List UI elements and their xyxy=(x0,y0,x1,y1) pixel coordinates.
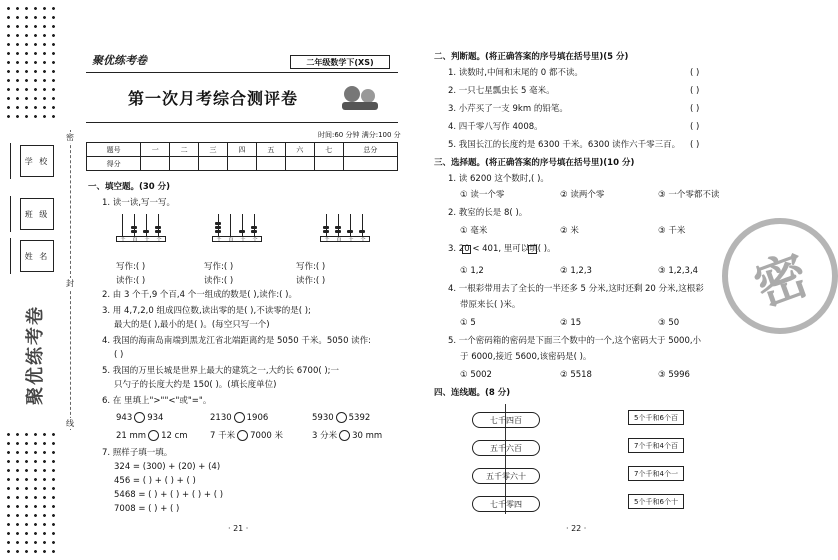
abacus-3: 千 百 十 个 xyxy=(320,214,370,242)
secret-stamp: 密 xyxy=(722,218,838,334)
choice-3: 3. 20 < 401, 里可以填( )。 xyxy=(448,244,556,254)
choice-4b: 带原来长( )米。 xyxy=(460,300,521,310)
choice-option[interactable]: ③ 5996 xyxy=(658,370,690,380)
blank-square[interactable] xyxy=(462,245,471,254)
match-left-item[interactable]: 五千零六十 xyxy=(472,468,540,484)
class-field-line xyxy=(10,196,11,232)
abacus-3-read[interactable]: 读作:( ) xyxy=(296,276,326,286)
score-cell: 得分 xyxy=(87,157,141,171)
choice-2: 2. 教室的长是 8( )。 xyxy=(448,208,528,218)
choice-option[interactable]: ③ 千米 xyxy=(658,226,686,236)
section-3-title: 三、选择题。(将正确答案的序号填在括号里)(10 分) xyxy=(434,158,635,168)
score-cell: 题号 xyxy=(87,143,141,157)
choice-option[interactable]: ② 5518 xyxy=(560,370,592,380)
question-6: 6. 在 里填上">""<"或"="。 xyxy=(102,396,212,406)
name-field-label: 姓 名 xyxy=(20,240,54,272)
score-value-row xyxy=(87,157,398,171)
compare-circle[interactable] xyxy=(339,430,350,441)
question-1: 1. 读一读,写一写。 xyxy=(102,198,176,208)
class-field-label: 班 级 xyxy=(20,198,54,230)
score-header-row xyxy=(87,143,398,157)
compare-item: 2130 1906 xyxy=(210,413,269,423)
q7-line[interactable]: 7008 = ( ) + ( ) xyxy=(114,504,180,514)
choice-option[interactable]: ③ 一个零都不读 xyxy=(658,190,720,200)
seal-char-mi: 密 xyxy=(66,133,74,142)
choice-option[interactable]: ① 5 xyxy=(460,318,476,328)
match-left-item[interactable]: 七千四百 xyxy=(472,412,540,428)
choice-option[interactable]: ② 1,2,3 xyxy=(560,266,592,276)
compare-circle[interactable] xyxy=(336,412,347,423)
choice-5b: 于 6000,接近 5600,该密码是( )。 xyxy=(460,352,592,362)
judge-item: 5. 我国长江的长度约是 6300 千米。6300 读作六千零三百。 xyxy=(448,140,681,150)
question-3b: 最大的是( ),最小的是( )。(每空只写一个) xyxy=(114,320,270,330)
page-number-right: · 22 · xyxy=(566,524,587,533)
dot-pattern-bottom xyxy=(4,430,58,556)
brand-logo: 聚优练考卷 xyxy=(92,54,147,67)
name-field-line xyxy=(10,238,11,274)
dot-pattern-top xyxy=(4,4,58,124)
question-2: 2. 由 3 个千,9 个百,4 个一组成的数是( ),读作:( )。 xyxy=(102,290,297,300)
page-title: 第一次月考综合测评卷 xyxy=(128,89,299,108)
compare-item: 3 分米 30 mm xyxy=(312,431,383,441)
vertical-logo: 聚优练考卷 xyxy=(25,305,46,405)
question-5a: 5. 我国的万里长城是世界上最大的建筑之一,大约长 6700( );一 xyxy=(102,366,340,376)
header-rule-bottom xyxy=(86,122,398,123)
score-cell: 五 xyxy=(256,143,285,157)
section-2-title: 二、判断题。(将正确答案的序号填在括号里)(5 分) xyxy=(434,52,629,62)
q7-line[interactable]: 5468 = ( ) + ( ) + ( ) + ( ) xyxy=(114,490,224,500)
compare-circle[interactable] xyxy=(134,412,145,423)
score-cell[interactable] xyxy=(199,157,228,171)
question-7: 7. 照样子填一填。 xyxy=(102,448,173,458)
choice-option[interactable]: ③ 1,2,3,4 xyxy=(658,266,699,276)
score-cell[interactable] xyxy=(170,157,199,171)
q7-line: 324 = (300) + (20) + (4) xyxy=(114,462,221,472)
choice-option[interactable]: ① 1,2 xyxy=(460,266,484,276)
score-cell[interactable] xyxy=(285,157,314,171)
score-cell[interactable] xyxy=(343,157,397,171)
judge-item: 1. 读数时,中间和末尾的 0 都不读。 xyxy=(448,68,583,78)
header-rule-top xyxy=(86,72,398,73)
q7-line[interactable]: 456 = ( ) + ( ) + ( ) xyxy=(114,476,196,486)
compare-item: 7 千米 7000 米 xyxy=(210,431,283,441)
choice-option[interactable]: ③ 50 xyxy=(658,318,680,328)
compare-item: 21 mm 12 cm xyxy=(116,431,188,441)
question-4b[interactable]: ( ) xyxy=(114,350,124,360)
judge-answer[interactable]: ( ) xyxy=(690,104,700,114)
judge-item: 4. 四千零八写作 4008。 xyxy=(448,122,543,132)
score-cell: 三 xyxy=(199,143,228,157)
choice-option[interactable]: ① 5002 xyxy=(460,370,492,380)
score-cell: 四 xyxy=(228,143,257,157)
compare-item: 5930 5392 xyxy=(312,413,371,423)
judge-item: 2. 一只七星瓢虫长 5 毫米。 xyxy=(448,86,555,96)
abacus-1-write[interactable]: 写作:( ) xyxy=(116,262,146,272)
choice-option[interactable]: ② 读两个零 xyxy=(560,190,605,200)
seal-char-feng: 封 xyxy=(66,279,74,288)
compare-circle[interactable] xyxy=(148,430,159,441)
match-right-item[interactable]: 5个千和6个百 xyxy=(628,410,684,425)
abacus-1: 千 百 十 个 xyxy=(116,214,166,242)
school-field-line xyxy=(10,143,11,179)
compare-item: 943 934 xyxy=(116,413,164,423)
time-score-info: 时间:60 分钟 满分:100 分 xyxy=(318,131,401,139)
choice-4a: 4. 一根彩带用去了全长的一半还多 5 分米,这时还剩 20 分米,这根彩 xyxy=(448,284,704,294)
judge-answer[interactable]: ( ) xyxy=(690,140,700,150)
choice-5a: 5. 一个密码箱的密码是下面三个数中的一个,这个密码大于 5000,小 xyxy=(448,336,702,346)
section-4-title: 四、连线题。(8 分) xyxy=(434,388,511,398)
judge-item: 3. 小芹买了一支 9km 的铅笔。 xyxy=(448,104,568,114)
question-4a: 4. 我国的海南岛南端到黑龙江省北端距离约是 5050 千米。5050 读作: xyxy=(102,336,372,346)
score-table xyxy=(86,142,398,171)
mascot-illustration xyxy=(334,82,384,112)
score-cell[interactable] xyxy=(256,157,285,171)
choice-1: 1. 读 6200 这个数时,( )。 xyxy=(448,174,549,184)
binding-gutter xyxy=(0,0,62,560)
grade-tag: 二年级数学下(XS) xyxy=(290,55,390,69)
score-cell: 二 xyxy=(170,143,199,157)
score-cell[interactable] xyxy=(314,157,343,171)
abacus-2-write[interactable]: 写作:( ) xyxy=(204,262,234,272)
match-right-item[interactable]: 7个千和4个百 xyxy=(628,438,684,453)
judge-answer[interactable]: ( ) xyxy=(690,86,700,96)
choice-option[interactable]: ① 毫米 xyxy=(460,226,488,236)
judge-answer[interactable]: ( ) xyxy=(690,68,700,78)
score-cell[interactable] xyxy=(228,157,257,171)
score-cell[interactable] xyxy=(141,157,170,171)
choice-option[interactable]: ② 15 xyxy=(560,318,582,328)
question-3a: 3. 用 4,7,2,0 组成四位数,读出零的是( ),不读零的是( ); xyxy=(102,306,311,316)
judge-answer[interactable]: ( ) xyxy=(690,122,700,132)
score-cell: 一 xyxy=(141,143,170,157)
match-left-item[interactable]: 七千零四 xyxy=(472,496,540,512)
score-cell: 六 xyxy=(285,143,314,157)
compare-circle[interactable] xyxy=(237,430,248,441)
match-right-item[interactable]: 7个千和4个一 xyxy=(628,466,684,481)
question-5b: 只勺子的长度大约是 150( )。(填长度单位) xyxy=(114,380,277,390)
school-field-label: 学 校 xyxy=(20,145,54,177)
page-number-left: · 21 · xyxy=(228,524,249,533)
score-cell: 总分 xyxy=(343,143,397,157)
abacus-1-read[interactable]: 读作:( ) xyxy=(116,276,146,286)
choice-option[interactable]: ② 米 xyxy=(560,226,579,236)
choice-option[interactable]: ① 读一个零 xyxy=(460,190,505,200)
seal-char-xian: 线 xyxy=(66,419,74,428)
abacus-3-write[interactable]: 写作:( ) xyxy=(296,262,326,272)
score-cell: 七 xyxy=(314,143,343,157)
compare-circle[interactable] xyxy=(234,412,245,423)
abacus-2-read[interactable]: 读作:( ) xyxy=(204,276,234,286)
section-1-title: 一、填空题。(30 分) xyxy=(88,182,171,192)
abacus-2: 千 百 十 个 xyxy=(212,214,262,242)
blank-square[interactable] xyxy=(528,245,537,254)
match-right-item[interactable]: 5个千和6个十 xyxy=(628,494,684,509)
match-left-item[interactable]: 五千六百 xyxy=(472,440,540,456)
